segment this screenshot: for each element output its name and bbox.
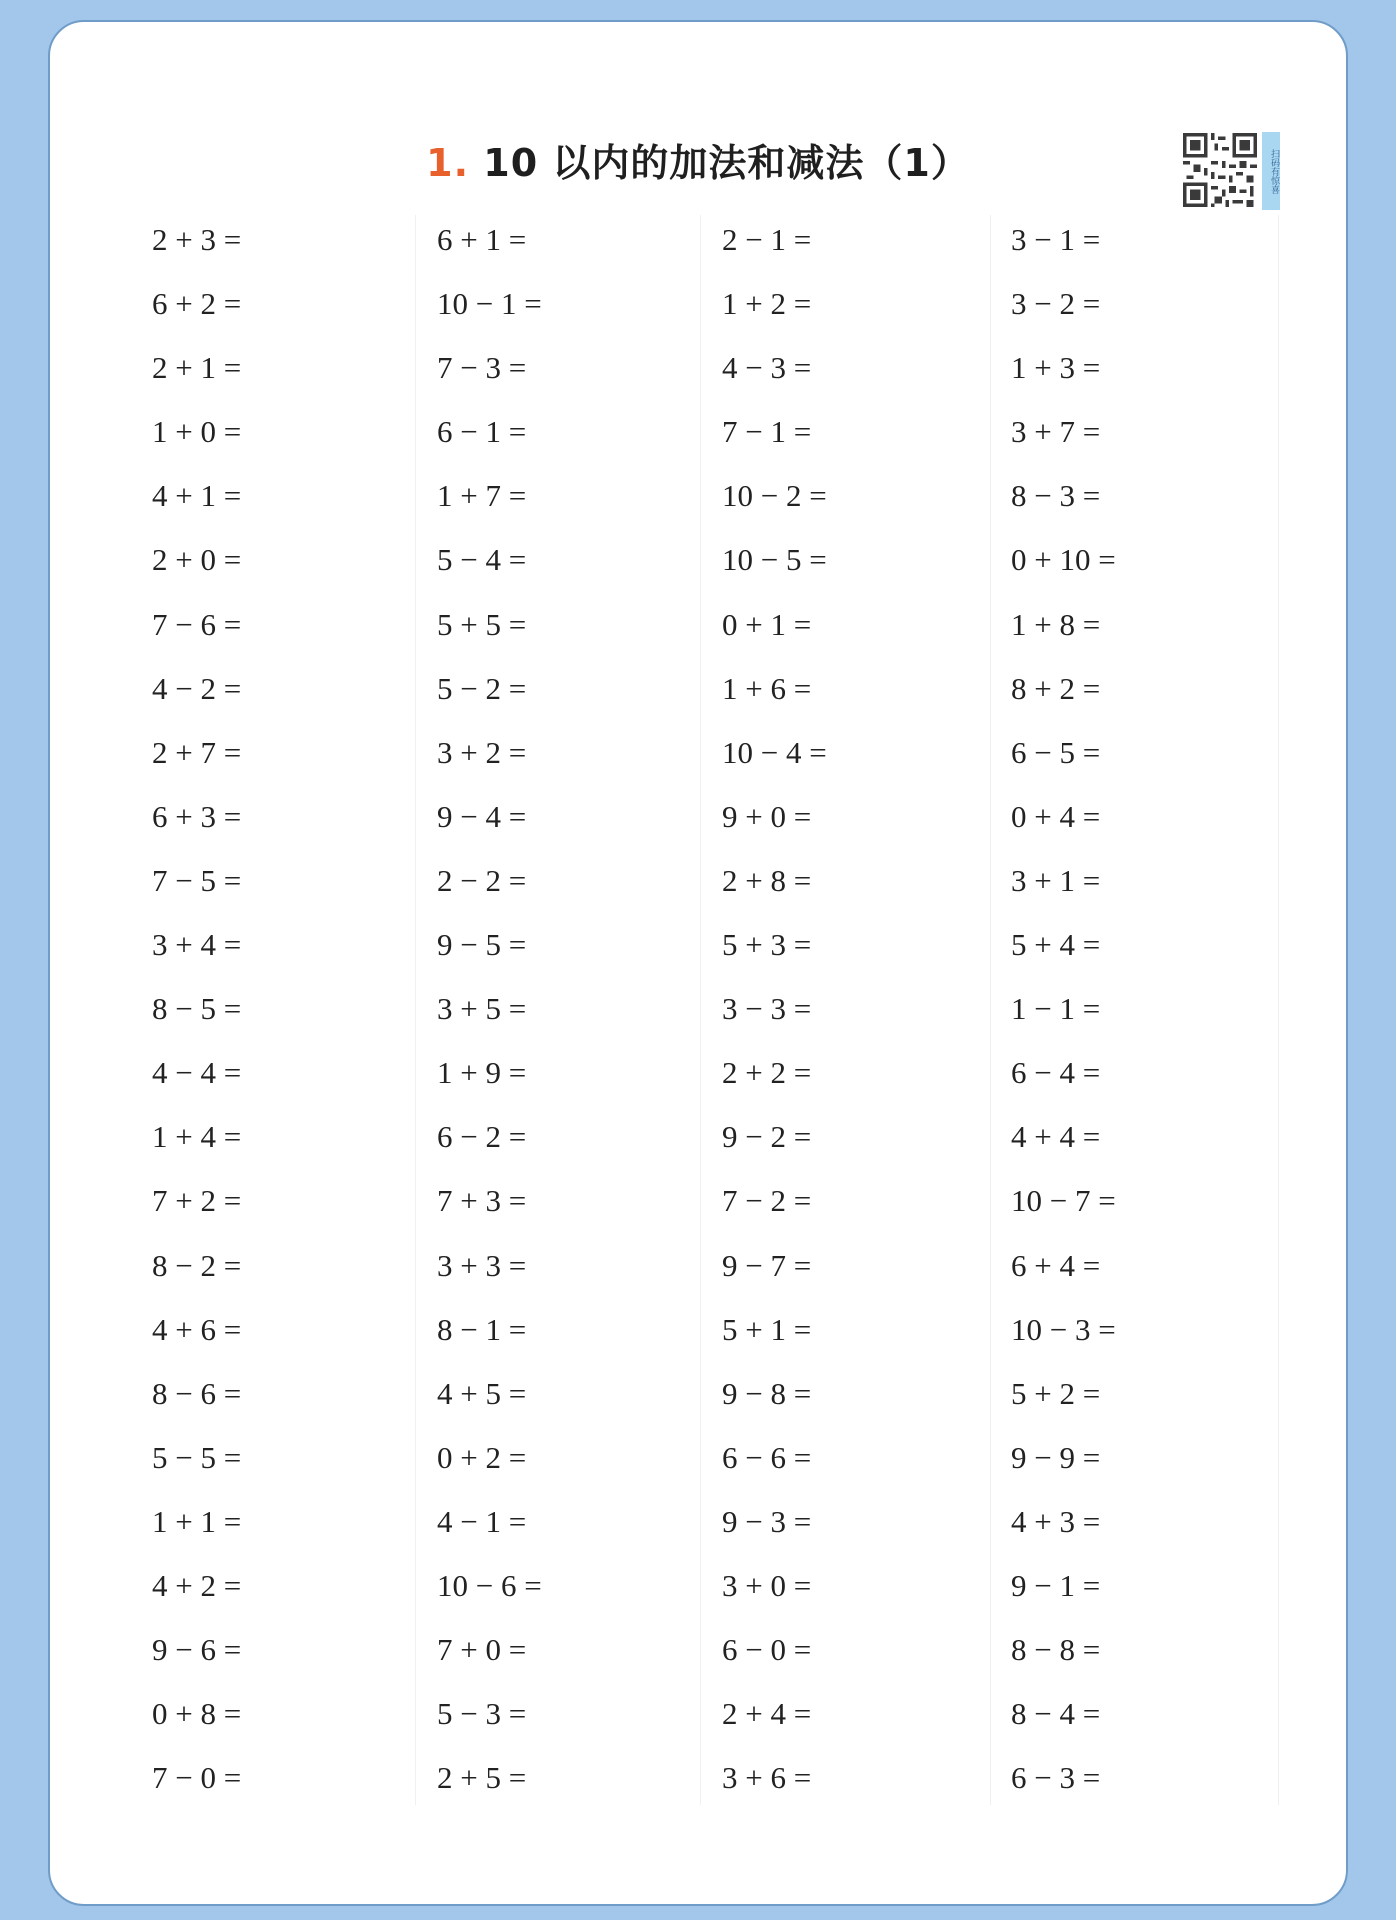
exercise-item: 5 + 5 =	[437, 606, 527, 642]
exercise-item: 6 − 0 =	[722, 1632, 812, 1668]
exercise-item: 9 − 8 =	[722, 1375, 812, 1411]
exercise-item: 10 − 4 =	[722, 734, 827, 770]
exercise-item: 8 − 5 =	[152, 991, 242, 1027]
exercise-item: 8 − 8 =	[1011, 1632, 1101, 1668]
exercise-item: 5 − 2 =	[437, 670, 527, 706]
exercise-item: 0 + 1 =	[722, 606, 812, 642]
exercise-item: 6 − 3 =	[1011, 1760, 1101, 1796]
exercise-item: 3 + 5 =	[437, 991, 527, 1027]
exercise-item: 5 + 3 =	[722, 927, 812, 963]
exercise-item: 1 + 7 =	[437, 478, 527, 514]
exercise-item: 8 − 6 =	[152, 1375, 242, 1411]
exercise-item: 10 − 5 =	[722, 542, 827, 578]
exercise-item: 2 + 3 =	[152, 222, 242, 257]
exercise-item: 7 + 2 =	[152, 1183, 242, 1219]
exercise-item: 1 + 2 =	[722, 286, 812, 322]
exercise-item: 4 + 1 =	[152, 478, 242, 514]
exercise-item: 1 + 9 =	[437, 1055, 527, 1091]
exercise-item: 9 − 1 =	[1011, 1567, 1101, 1603]
exercise-item: 7 − 6 =	[152, 606, 242, 642]
exercise-item: 7 − 3 =	[437, 350, 527, 386]
exercise-column-2	[437, 215, 717, 1817]
exercise-item: 7 − 5 =	[152, 862, 242, 898]
exercise-item: 4 + 3 =	[1011, 1503, 1101, 1539]
exercise-item: 7 − 1 =	[722, 414, 812, 450]
exercise-item: 0 + 8 =	[152, 1696, 242, 1732]
exercise-item: 0 + 4 =	[1011, 798, 1101, 834]
exercise-item: 6 − 5 =	[1011, 734, 1101, 770]
exercise-column-3	[722, 215, 1002, 1817]
exercise-item: 6 − 2 =	[437, 1119, 527, 1155]
exercise-item: 6 − 1 =	[437, 414, 527, 450]
exercise-item: 3 − 1 =	[1011, 222, 1101, 257]
exercise-item: 4 − 1 =	[437, 1503, 527, 1539]
exercise-item: 6 + 3 =	[152, 798, 242, 834]
exercise-item: 9 − 5 =	[437, 927, 527, 963]
exercise-item: 3 − 2 =	[1011, 286, 1101, 322]
exercise-item: 9 − 6 =	[152, 1632, 242, 1668]
qr-label: 扫码有惊喜	[1262, 132, 1280, 210]
exercise-item: 5 − 5 =	[152, 1439, 242, 1475]
exercise-item: 8 − 1 =	[437, 1311, 527, 1347]
exercise-item: 7 − 0 =	[152, 1760, 242, 1796]
exercise-item: 3 + 1 =	[1011, 862, 1101, 898]
exercise-item: 2 + 0 =	[152, 542, 242, 578]
exercise-item: 7 + 0 =	[437, 1632, 527, 1668]
exercise-item: 3 + 7 =	[1011, 414, 1101, 450]
exercise-item: 6 − 6 =	[722, 1439, 812, 1475]
exercise-column-4	[1011, 215, 1291, 1817]
exercise-item: 3 + 4 =	[152, 927, 242, 963]
exercise-item: 2 − 2 =	[437, 862, 527, 898]
exercise-item: 10 − 1 =	[437, 286, 542, 322]
exercise-item: 2 + 5 =	[437, 1760, 527, 1796]
exercise-item: 1 + 1 =	[152, 1503, 242, 1539]
exercise-item: 4 + 5 =	[437, 1375, 527, 1411]
exercise-item: 7 + 3 =	[437, 1183, 527, 1219]
exercise-item: 1 + 6 =	[722, 670, 812, 706]
exercise-item: 8 − 3 =	[1011, 478, 1101, 514]
exercise-column-1	[152, 215, 432, 1817]
exercise-item: 3 + 0 =	[722, 1567, 812, 1603]
exercise-item: 4 − 2 =	[152, 670, 242, 706]
exercise-item: 8 − 2 =	[152, 1247, 242, 1283]
exercise-item: 4 + 6 =	[152, 1311, 242, 1347]
exercise-item: 3 − 3 =	[722, 991, 812, 1027]
exercise-item: 1 + 4 =	[152, 1119, 242, 1155]
exercise-item: 2 + 7 =	[152, 734, 242, 770]
exercise-item: 2 + 2 =	[722, 1055, 812, 1091]
exercise-item: 10 − 7 =	[1011, 1183, 1116, 1219]
exercise-item: 5 + 4 =	[1011, 927, 1101, 963]
exercise-item: 9 − 2 =	[722, 1119, 812, 1155]
exercise-item: 4 − 4 =	[152, 1055, 242, 1091]
exercise-item: 4 − 3 =	[722, 350, 812, 386]
exercise-item: 0 + 2 =	[437, 1439, 527, 1475]
exercise-item: 4 + 4 =	[1011, 1119, 1101, 1155]
exercise-item: 9 − 9 =	[1011, 1439, 1101, 1475]
exercise-item: 5 + 2 =	[1011, 1375, 1101, 1411]
exercise-item: 6 + 4 =	[1011, 1247, 1101, 1283]
exercise-item: 1 + 8 =	[1011, 606, 1101, 642]
exercise-item: 5 − 4 =	[437, 542, 527, 578]
exercise-item: 1 + 0 =	[152, 414, 242, 450]
exercise-item: 6 + 1 =	[437, 222, 527, 257]
exercise-item: 3 + 6 =	[722, 1760, 812, 1796]
exercise-item: 2 − 1 =	[722, 222, 812, 257]
exercise-item: 10 − 6 =	[437, 1567, 542, 1603]
exercise-item: 4 + 2 =	[152, 1567, 242, 1603]
exercise-item: 9 − 7 =	[722, 1247, 812, 1283]
exercise-item: 5 + 1 =	[722, 1311, 812, 1347]
exercise-item: 0 + 10 =	[1011, 542, 1116, 578]
exercise-item: 8 + 2 =	[1011, 670, 1101, 706]
exercise-item: 2 + 1 =	[152, 350, 242, 386]
exercise-item: 3 + 2 =	[437, 734, 527, 770]
qr-code-icon[interactable]	[1183, 133, 1257, 207]
title-number: 1.	[426, 141, 470, 185]
exercise-item: 9 + 0 =	[722, 798, 812, 834]
exercise-item: 2 + 8 =	[722, 862, 812, 898]
exercise-item: 5 − 3 =	[437, 1696, 527, 1732]
exercise-item: 9 − 3 =	[722, 1503, 812, 1539]
exercise-item: 6 − 4 =	[1011, 1055, 1101, 1091]
title-text: 10 以内的加法和减法（1）	[483, 141, 970, 185]
exercise-item: 10 − 2 =	[722, 478, 827, 514]
exercise-item: 1 − 1 =	[1011, 991, 1101, 1027]
exercise-item: 7 − 2 =	[722, 1183, 812, 1219]
exercise-item: 2 + 4 =	[722, 1696, 812, 1732]
exercise-item: 3 + 3 =	[437, 1247, 527, 1283]
exercise-item: 1 + 3 =	[1011, 350, 1101, 386]
exercise-item: 8 − 4 =	[1011, 1696, 1101, 1732]
exercise-grid	[140, 215, 1280, 1815]
exercise-item: 10 − 3 =	[1011, 1311, 1116, 1347]
exercise-item: 6 + 2 =	[152, 286, 242, 322]
exercise-item: 9 − 4 =	[437, 798, 527, 834]
